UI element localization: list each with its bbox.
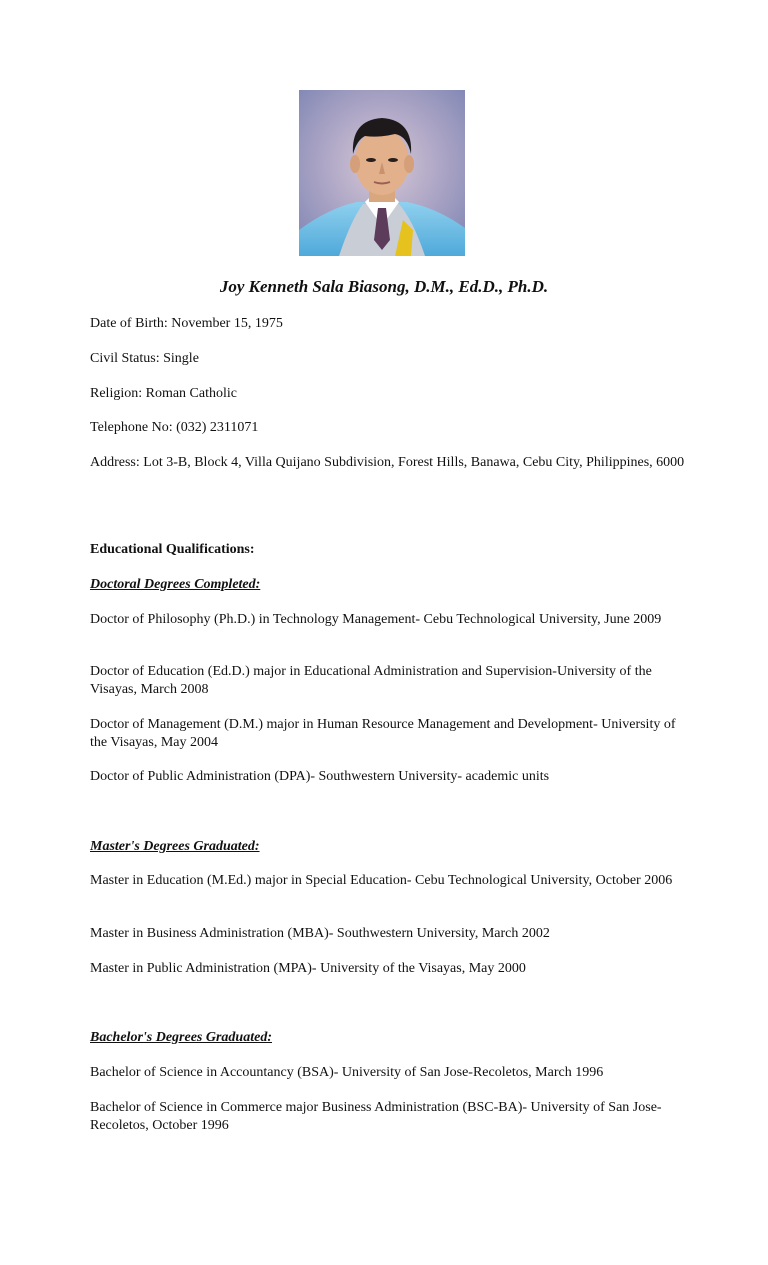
- doctoral-item: Doctor of Education (Ed.D.) major in Educational Administration and Supervision-University of the Visayas, March 2008: [90, 664, 652, 697]
- bachelors-item: Bachelor of Science in Accountancy (BSA)- University of San Jose-Recoletos, March 1996: [90, 1065, 604, 1080]
- religion: Religion: Roman Catholic: [90, 386, 237, 401]
- bachelors-item: Bachelor of Science in Commerce major Business Administration (BSC-BA)- University of San Jose-Recoletos, October 1996: [90, 1100, 662, 1133]
- address: Address: Lot 3-B, Block 4, Villa Quijano Subdivision, Forest Hills, Banawa, Cebu City, Philippines, 6000: [90, 455, 685, 470]
- masters-item: Master in Business Administration (MBA)- Southwestern University, March 2002: [90, 926, 550, 941]
- education-heading: Educational Qualifications:: [90, 542, 255, 557]
- bachelors-heading: Bachelor's Degrees Graduated:: [90, 1030, 272, 1045]
- masters-heading: Master's Degrees Graduated:: [90, 839, 260, 854]
- masters-item: Master in Education (M.Ed.) major in Special Education- Cebu Technological University, October 2006: [90, 873, 673, 888]
- telephone: Telephone No: (032) 2311071: [90, 420, 259, 435]
- doctoral-item: Doctor of Management (D.M.) major in Human Resource Management and Development- University of the Visayas, May 2004: [90, 717, 676, 750]
- person-name: Joy Kenneth Sala Biasong, D.M., Ed.D., Ph.D.: [219, 277, 549, 296]
- doctoral-item: Doctor of Philosophy (Ph.D.) in Technology Management- Cebu Technological University, June 2009: [90, 612, 662, 627]
- date-of-birth: Date of Birth: November 15, 1975: [90, 316, 283, 331]
- portrait-image: [299, 90, 465, 256]
- doctoral-item: Doctor of Public Administration (DPA)- Southwestern University- academic units: [90, 769, 550, 784]
- civil-status: Civil Status: Single: [90, 351, 199, 366]
- portrait-photo: [299, 90, 465, 256]
- masters-item: Master in Public Administration (MPA)- University of the Visayas, May 2000: [90, 961, 526, 976]
- doctoral-heading: Doctoral Degrees Completed:: [90, 577, 261, 592]
